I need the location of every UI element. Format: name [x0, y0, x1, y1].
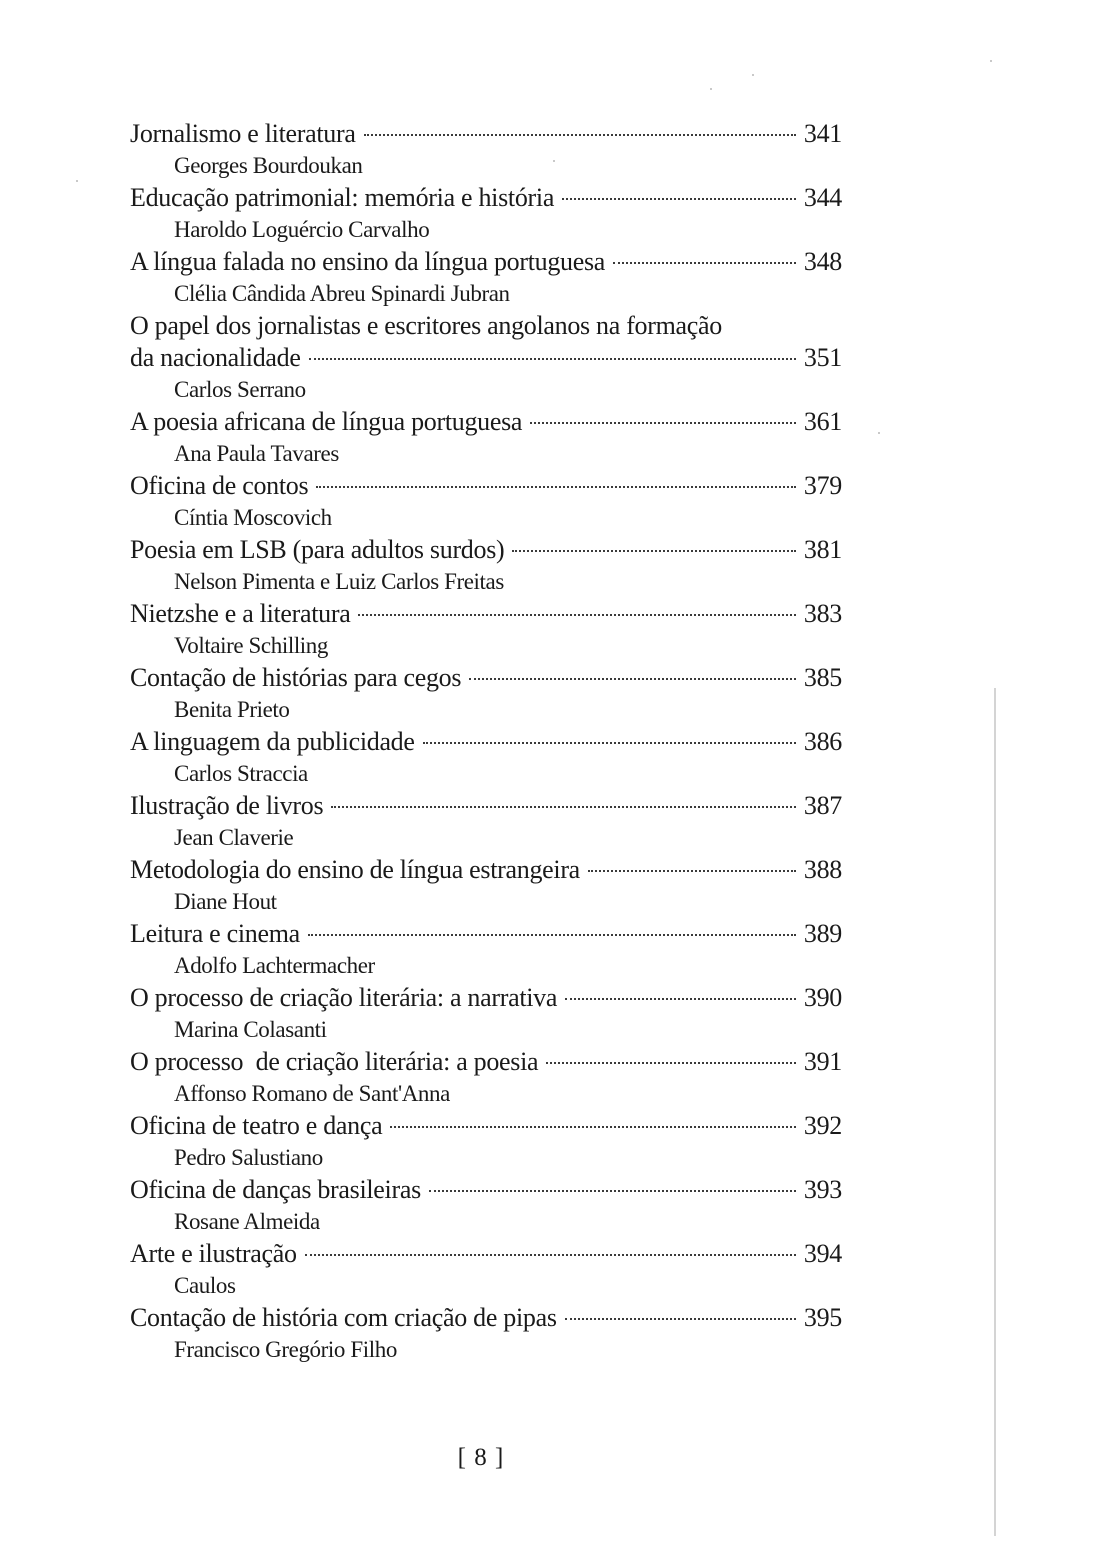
toc-entry-author: Carlos Straccia: [174, 761, 308, 786]
toc-entry: [130, 118, 842, 182]
toc-entry: [130, 470, 842, 534]
toc-entry-title: da nacionalidade: [130, 343, 301, 372]
toc-entry-page: 393: [803, 1175, 842, 1204]
toc-entry-author: Ana Paula Tavares: [174, 441, 339, 466]
dot-leader: [309, 358, 796, 360]
toc-entry: [130, 982, 842, 1046]
dot-leader: [565, 1318, 796, 1320]
toc-entry: [130, 662, 842, 726]
toc-entry-page: 385: [803, 663, 842, 692]
toc-entry-author: Pedro Salustiano: [174, 1145, 323, 1170]
toc-entry-author: Carlos Serrano: [174, 377, 306, 402]
toc-entry-author: Francisco Gregório Filho: [174, 1337, 397, 1362]
dot-leader: [390, 1126, 796, 1128]
toc-entry-page: 395: [803, 1303, 842, 1332]
toc-entry-title: Nietzshe e a literatura: [130, 599, 351, 628]
dot-leader: [546, 1062, 796, 1064]
toc-entry-author: Clélia Cândida Abreu Spinardi Jubran: [174, 281, 510, 306]
toc-entry-page: 348: [803, 247, 842, 276]
scan-speck: [752, 74, 754, 76]
toc-entry-page: 341: [803, 119, 842, 148]
dot-leader: [469, 678, 796, 680]
toc-entry-author: Cíntia Moscovich: [174, 505, 332, 530]
toc-entry-page: 351: [803, 343, 842, 372]
toc-entry-title: O processo de criação literária: a narrativa: [130, 983, 558, 1012]
page-number: [ 8 ]: [457, 1444, 505, 1471]
toc-entry-page: 344: [803, 183, 842, 212]
dot-leader: [358, 614, 795, 616]
toc-entry-author: Benita Prieto: [174, 697, 290, 722]
toc-entry: [130, 1238, 842, 1302]
toc-entry: [130, 1302, 842, 1366]
toc-entry: [130, 310, 842, 406]
toc-title-row: [130, 406, 842, 438]
toc-entry-title: Arte e ilustração: [130, 1239, 297, 1268]
dot-leader: [565, 998, 796, 1000]
dot-leader: [305, 1254, 796, 1256]
toc-entry-page: 389: [803, 919, 842, 948]
toc-title-row: [130, 1110, 842, 1142]
toc-entry: [130, 406, 842, 470]
toc-entry-author: Adolfo Lachtermacher: [174, 953, 375, 978]
toc-entry: [130, 1110, 842, 1174]
toc-entry-page: 383: [803, 599, 842, 628]
toc-entry: [130, 534, 842, 598]
toc-title-row: [130, 726, 842, 758]
toc-entry-page: 390: [803, 983, 842, 1012]
toc-entry-title-line1: O papel dos jornalistas e escritores angolanos na formação: [130, 311, 722, 340]
dot-leader: [364, 134, 796, 136]
toc-entry: [130, 246, 842, 310]
toc-entry-page: 387: [803, 791, 842, 820]
dot-leader: [331, 806, 796, 808]
toc-title-row: [130, 534, 842, 566]
toc-entry: [130, 790, 842, 854]
scan-edge-line: [994, 688, 996, 1536]
toc-title-row: [130, 182, 842, 214]
dot-leader: [308, 934, 796, 936]
toc-entry-author: Marina Colasanti: [174, 1017, 327, 1042]
table-of-contents: [130, 118, 842, 1366]
toc-entry-title: A poesia africana de língua portuguesa: [130, 407, 523, 436]
toc-entry-title: A língua falada no ensino da língua portuguesa: [130, 247, 606, 276]
toc-entry-title: Ilustração de livros: [130, 791, 324, 820]
toc-entry-page: 381: [803, 535, 842, 564]
toc-entry-title: Oficina de teatro e dança: [130, 1111, 383, 1140]
toc-entry-title: Contação de história com criação de pipas: [130, 1303, 557, 1332]
toc-entry-author: Rosane Almeida: [174, 1209, 320, 1234]
toc-entry-page: 391: [803, 1047, 842, 1076]
toc-entry-author: Haroldo Loguércio Carvalho: [174, 217, 430, 242]
toc-title-row: [130, 118, 842, 150]
toc-entry-page: 361: [803, 407, 842, 436]
toc-entry-title: Poesia em LSB (para adultos surdos): [130, 535, 505, 564]
dot-leader: [512, 550, 796, 552]
toc-entry: [130, 726, 842, 790]
toc-title-row: [130, 342, 842, 374]
toc-entry-title: Leitura e cinema: [130, 919, 300, 948]
dot-leader: [588, 870, 796, 872]
toc-entry-page: 394: [803, 1239, 842, 1268]
toc-title-row: [130, 1302, 842, 1334]
toc-title-row: [130, 470, 842, 502]
toc-entry: [130, 598, 842, 662]
toc-entry: [130, 918, 842, 982]
toc-entry-title: O processo de criação literária: a poesia: [130, 1047, 539, 1076]
toc-entry-title: Oficina de contos: [130, 471, 309, 500]
toc-entry-author: Georges Bourdoukan: [174, 153, 363, 178]
toc-entry-title: A linguagem da publicidade: [130, 727, 415, 756]
toc-entry-title: Oficina de danças brasileiras: [130, 1175, 421, 1204]
toc-entry-author: Caulos: [174, 1273, 236, 1298]
toc-title-row: [130, 246, 842, 278]
toc-title-row: [130, 598, 842, 630]
toc-entry-title: Jornalismo e literatura: [130, 119, 356, 148]
toc-title-row: [130, 1174, 842, 1206]
dot-leader: [316, 486, 796, 488]
dot-leader: [530, 422, 796, 424]
scan-speck: [553, 160, 555, 162]
toc-entry: [130, 1046, 842, 1110]
toc-title-row: [130, 854, 842, 886]
scan-speck: [710, 88, 712, 90]
dot-leader: [613, 262, 796, 264]
toc-entry-title: Contação de histórias para cegos: [130, 663, 462, 692]
dot-leader: [562, 198, 796, 200]
toc-entry-title: Metodologia do ensino de língua estrangeira: [130, 855, 580, 884]
toc-entry: [130, 1174, 842, 1238]
toc-entry-page: 386: [803, 727, 842, 756]
toc-title-row: [130, 918, 842, 950]
toc-entry: [130, 182, 842, 246]
toc-title-row: [130, 982, 842, 1014]
toc-entry-page: 388: [803, 855, 842, 884]
dot-leader: [423, 742, 796, 744]
toc-entry-author: Diane Hout: [174, 889, 277, 914]
toc-entry-author: Nelson Pimenta e Luiz Carlos Freitas: [174, 569, 504, 594]
toc-entry-page: 392: [803, 1111, 842, 1140]
dot-leader: [429, 1190, 796, 1192]
toc-entry: [130, 854, 842, 918]
toc-title-row: [130, 790, 842, 822]
toc-entry-author: Jean Claverie: [174, 825, 294, 850]
toc-entry-page: 379: [803, 471, 842, 500]
toc-entry-author: Affonso Romano de Sant'Anna: [174, 1081, 450, 1106]
toc-entry-author: Voltaire Schilling: [174, 633, 329, 658]
scan-speck: [76, 180, 78, 182]
toc-title-row: [130, 1238, 842, 1270]
scan-speck: [878, 432, 880, 434]
toc-entry-title: Educação patrimonial: memória e história: [130, 183, 555, 212]
scan-speck: [990, 60, 992, 62]
toc-title-row: [130, 1046, 842, 1078]
toc-title-row: [130, 662, 842, 694]
